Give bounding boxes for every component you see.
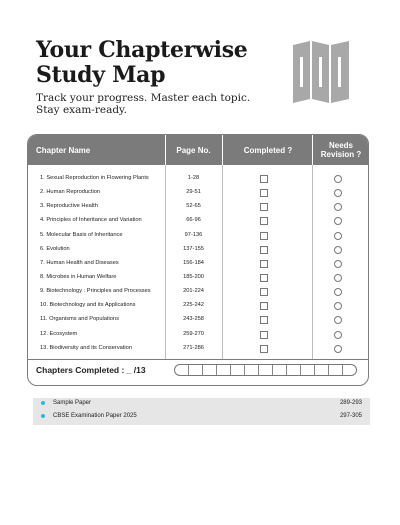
chapter-pages: 137-155 xyxy=(183,245,204,252)
needs-revision-radio[interactable] xyxy=(334,246,342,254)
table-row xyxy=(28,342,368,356)
title-line-2: Study Map xyxy=(36,62,166,88)
col-needs-label: Needs xyxy=(328,141,353,150)
needs-revision-radio[interactable] xyxy=(334,175,342,183)
extra-label: Sample Paper xyxy=(53,400,92,406)
col-needs-revision xyxy=(313,135,369,165)
chapter-name: 13. Biodiversity and its Conservation xyxy=(40,344,132,351)
chapter-name: 9. Biotechnology : Principles and Processes xyxy=(40,288,151,295)
completed-checkbox[interactable] xyxy=(260,274,268,282)
page-title xyxy=(36,38,247,88)
chapter-pages: 29-51 xyxy=(186,189,201,196)
chapter-name: 7. Human Health and Diseases xyxy=(40,259,119,266)
table-row xyxy=(28,214,368,228)
study-map-table xyxy=(27,134,369,386)
chapter-pages: 225-242 xyxy=(183,302,204,309)
completed-checkbox[interactable] xyxy=(260,232,268,240)
tracker-cell[interactable] xyxy=(245,365,259,375)
tracker-cell[interactable] xyxy=(175,365,189,375)
bullet-icon xyxy=(41,414,45,418)
col-page-no: Page No. xyxy=(176,145,211,155)
completed-checkbox[interactable] xyxy=(260,175,268,183)
chapter-pages: 201-224 xyxy=(183,288,204,295)
extra-item xyxy=(33,411,370,424)
chapter-name: 6. Evolution xyxy=(40,245,70,252)
extras-section xyxy=(33,398,370,425)
table-row xyxy=(28,328,368,342)
chapter-name: 4. Principles of Inheritance and Variation xyxy=(40,217,142,224)
col-completed: Completed ? xyxy=(243,145,293,155)
col-revision-label: Revision ? xyxy=(320,150,362,159)
table-row xyxy=(28,172,368,186)
completed-checkbox[interactable] xyxy=(260,246,268,254)
bullet-icon xyxy=(41,401,45,405)
table-row xyxy=(28,299,368,313)
needs-revision-radio[interactable] xyxy=(334,217,342,225)
table-row xyxy=(28,285,368,299)
chapters-completed-label: Chapters Completed : _ /13 xyxy=(36,365,146,375)
chapter-pages: 271-286 xyxy=(183,344,204,351)
completed-checkbox[interactable] xyxy=(260,203,268,211)
extra-pages: 297-305 xyxy=(339,413,362,419)
needs-revision-radio[interactable] xyxy=(334,316,342,324)
tracker-cell[interactable] xyxy=(287,365,301,375)
tracker-cell[interactable] xyxy=(231,365,245,375)
table-row xyxy=(28,271,368,285)
title-line-1: Your Chapterwise xyxy=(36,37,248,63)
completed-checkbox[interactable] xyxy=(260,260,268,268)
chapter-name: 2. Human Reproduction xyxy=(40,189,101,196)
completed-checkbox[interactable] xyxy=(260,217,268,225)
chapter-pages: 259-270 xyxy=(183,330,204,337)
needs-revision-radio[interactable] xyxy=(334,331,342,339)
chapter-name: 8. Microbes in Human Welfare xyxy=(40,273,117,280)
tracker-cell[interactable] xyxy=(273,365,287,375)
footer-divider xyxy=(28,359,368,360)
subtitle-line-1: Track your progress. Master each topic. xyxy=(36,92,251,104)
tracker-cell[interactable] xyxy=(329,365,343,375)
subtitle-line-2: Stay exam-ready. xyxy=(36,104,127,116)
extra-pages: 289-293 xyxy=(339,400,362,406)
chapter-pages: 156-184 xyxy=(183,259,204,266)
table-row xyxy=(28,257,368,271)
needs-revision-radio[interactable] xyxy=(334,260,342,268)
chapter-name: 12. Ecosystem xyxy=(40,330,78,337)
tracker-cell[interactable] xyxy=(259,365,273,375)
tracker-cell[interactable] xyxy=(315,365,329,375)
col-chapter-name: Chapter Name xyxy=(36,145,91,155)
chapter-pages: 52-65 xyxy=(186,203,201,210)
chapter-name: 5. Molecular Basis of Inheritance xyxy=(40,231,123,238)
tracker-cell[interactable] xyxy=(343,365,356,375)
completed-checkbox[interactable] xyxy=(260,316,268,324)
needs-revision-radio[interactable] xyxy=(334,189,342,197)
completed-checkbox[interactable] xyxy=(260,302,268,310)
tracker-cell[interactable] xyxy=(301,365,315,375)
needs-revision-radio[interactable] xyxy=(334,232,342,240)
table-row xyxy=(28,243,368,257)
chapter-name: 1. Sexual Reproduction in Flowering Plants xyxy=(40,175,149,181)
needs-revision-radio[interactable] xyxy=(334,288,342,296)
table-row xyxy=(28,186,368,200)
chapter-name: 11. Organisms and Populations xyxy=(40,316,119,323)
chapter-pages: 97-136 xyxy=(184,231,203,238)
chapter-pages: 1-28 xyxy=(187,175,200,181)
extra-item xyxy=(33,398,370,411)
chapter-pages: 243-258 xyxy=(183,316,204,323)
extra-label: CBSE Examination Paper 2025 xyxy=(53,413,137,419)
tracker-cell[interactable] xyxy=(217,365,231,375)
subtitle xyxy=(36,92,250,116)
chapter-name: 10. Biotechnology and its Applications xyxy=(40,302,136,309)
needs-revision-radio[interactable] xyxy=(334,345,342,353)
needs-revision-radio[interactable] xyxy=(334,302,342,310)
needs-revision-radio[interactable] xyxy=(334,203,342,211)
chapter-pages: 66-96 xyxy=(186,217,201,224)
table-header xyxy=(28,135,368,165)
tracker-cell[interactable] xyxy=(203,365,217,375)
completed-checkbox[interactable] xyxy=(260,189,268,197)
tracker-cell[interactable] xyxy=(189,365,203,375)
progress-tracker[interactable] xyxy=(174,364,357,376)
completed-checkbox[interactable] xyxy=(260,331,268,339)
table-row xyxy=(28,313,368,327)
folded-map-icon xyxy=(293,41,349,103)
table-body xyxy=(28,172,368,356)
table-row xyxy=(28,200,368,214)
chapter-name: 3. Reproductive Health xyxy=(40,203,98,210)
chapter-pages: 185-200 xyxy=(183,273,204,280)
completed-checkbox[interactable] xyxy=(260,345,268,353)
table-row xyxy=(28,229,368,243)
completed-checkbox[interactable] xyxy=(260,288,268,296)
needs-revision-radio[interactable] xyxy=(334,274,342,282)
